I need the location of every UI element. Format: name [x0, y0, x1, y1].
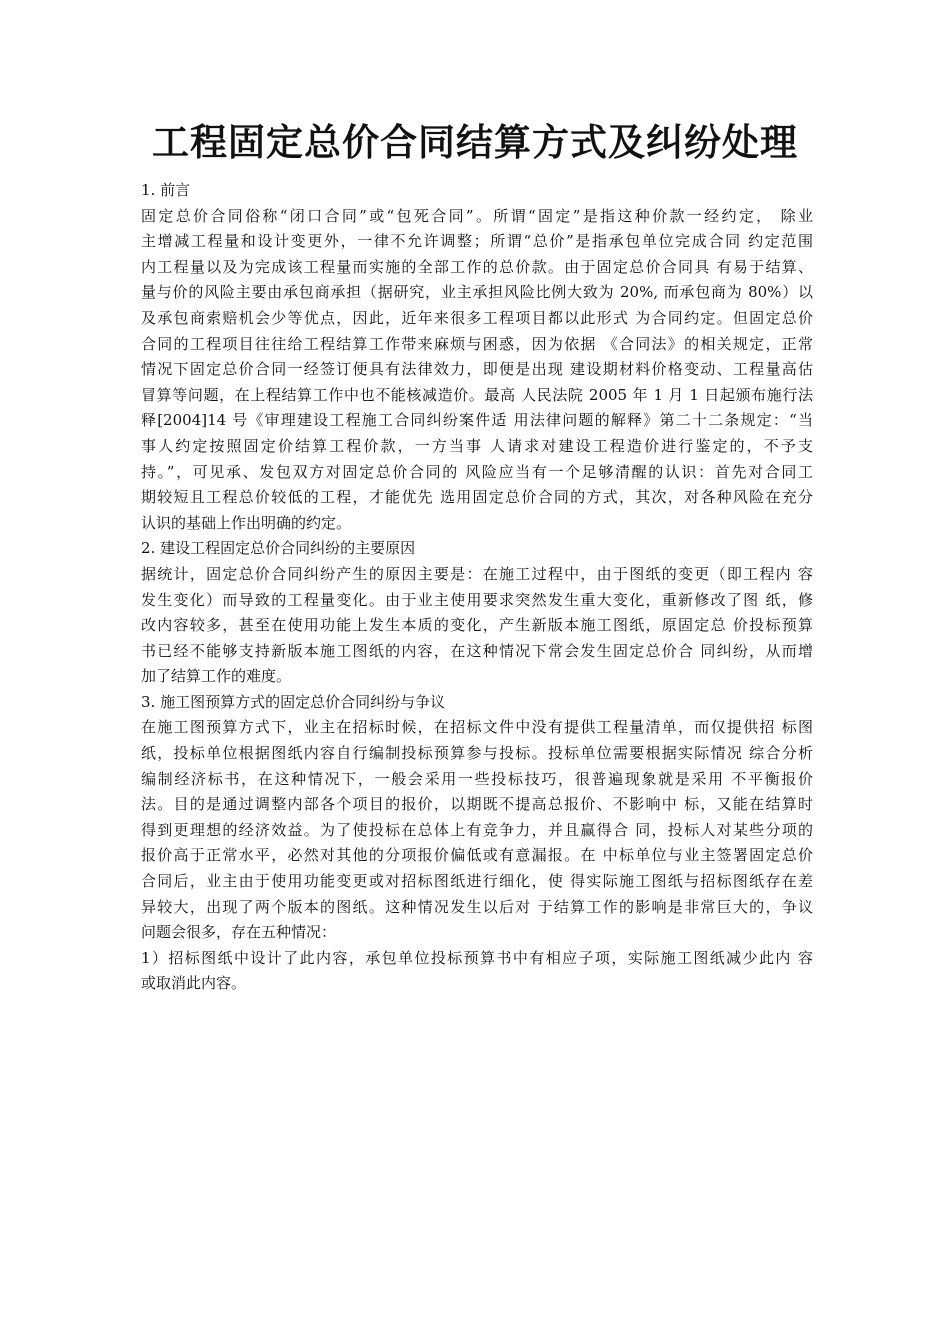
body-line: 法。目的是通过调整内部各个项目的报价，以期既不提高总报价、不影响中 标，又能在结算时 [141, 795, 813, 814]
body-line: 冒算等问题，在上程结算工作中也不能核减造价。最高 人民法院 2005 年 1 月 1 日起颁布施行法 [141, 385, 813, 404]
body-line: 1）招标图纸中设计了此内容，承包单位投标预算书中有相应子项，实际施工图纸减少此内 容 [141, 948, 813, 967]
body-line: 发生变化）而导致的工程量变化。由于业主使用要求突然发生重大变化，重新修改了图 纸，修 [141, 590, 813, 609]
body-line: 合同后，业主由于使用功能变更或对招标图纸进行细化，使 得实际施工图纸与招标图纸存在差 [141, 872, 813, 891]
body-line: 或取消此内容。 [141, 974, 247, 993]
document-title: 工程固定总价合同结算方式及纠纷处理 [152, 120, 798, 164]
body-line: 改内容较多，甚至在使用功能上发生本质的变化，产生新版本施工图纸，原固定总 价投标预算 [141, 616, 813, 635]
body-line: 3. 施工图预算方式的固定总价合同纠纷与争议 [141, 692, 446, 711]
body-line: 据统计，固定总价合同纠纷产生的原因主要是：在施工过程中，由于图纸的变更（即工程内 容 [141, 564, 813, 583]
body-line: 释[2004]14 号《审理建设工程施工合同纠纷案件适 用法律问题的解释》第二十二条规定：“当 [141, 411, 813, 430]
body-line: 报价高于正常水平，必然对其他的分项报价偏低或有意漏报。在 中标单位与业主签署固定总价 [141, 846, 813, 865]
body-line: 书已经不能够支持新版本施工图纸的内容，在这种情况下常会发生固定总价合 同纠纷，从而增 [141, 641, 813, 660]
body-line: 异较大，出现了两个版本的图纸。这种情况发生以后对 于结算工作的影响是非常巨大的，争议 [141, 897, 813, 916]
body-line: 量与价的风险主要由承包商承担（据研究，业主承担风险比例大致为 20%, 而承包商为 80%）以 [141, 283, 813, 302]
body-line: 2. 建设工程固定总价合同纠纷的主要原因 [141, 539, 416, 558]
body-line: 情况下固定总价合同一经签订便具有法律效力，即便是出现 建设期材料价格变动、工程量高估 [141, 360, 813, 379]
body-line: 问题会很多，存在五种情况： [141, 923, 337, 942]
body-line: 纸，投标单位根据图纸内容自行编制投标预算参与投标。投标单位需要根据实际情况 综合分析 [141, 744, 813, 763]
body-line: 主增减工程量和设计变更外，一律不允许调整；所谓“总价”是指承包单位完成合同 约定范围 [141, 232, 813, 251]
body-line: 加了结算工作的难度。 [141, 667, 292, 686]
body-line: 内工程量以及为完成该工程量而实施的全部工作的总价款。由于固定总价合同具 有易于结算、 [141, 257, 813, 276]
body-line: 期较短且工程总价较低的工程，才能优先 选用固定总价合同的方式，其次，对各种风险在充分 [141, 488, 813, 507]
body-line: 得到更理想的经济效益。为了使投标在总体上有竞争力，并且赢得合 同，投标人对某些分项的 [141, 820, 813, 839]
body-line: 编制经济标书，在这种情况下，一般会采用一些投标技巧，很普遍现象就是采用 不平衡报价 [141, 769, 813, 788]
body-line: 及承包商索赔机会少等优点，因此，近年来很多工程项目都以此形式 为合同约定。但固定总价 [141, 308, 813, 327]
body-line: 固定总价合同俗称“闭口合同”或“包死合同”。所谓“固定”是指这种价款一经约定， 除业 [141, 206, 813, 225]
document-body [141, 178, 813, 997]
body-line: 事人约定按照固定价结算工程价款，一方当事 人请求对建设工程造价进行鉴定的，不予支 [141, 436, 813, 455]
body-line: 合同的工程项目往往给工程结算工作带来麻烦与困惑，因为依据 《合同法》的相关规定，正常 [141, 334, 813, 353]
body-line: 在施工图预算方式下，业主在招标时候，在招标文件中没有提供工程量清单，而仅提供招 标图 [141, 718, 813, 737]
body-line: 持。”，可见承、发包双方对固定总价合同的 风险应当有一个足够清醒的认识：首先对合同工 [141, 462, 813, 481]
body-line: 1. 前言 [141, 181, 191, 199]
body-line: 认识的基础上作出明确的约定。 [141, 513, 352, 532]
